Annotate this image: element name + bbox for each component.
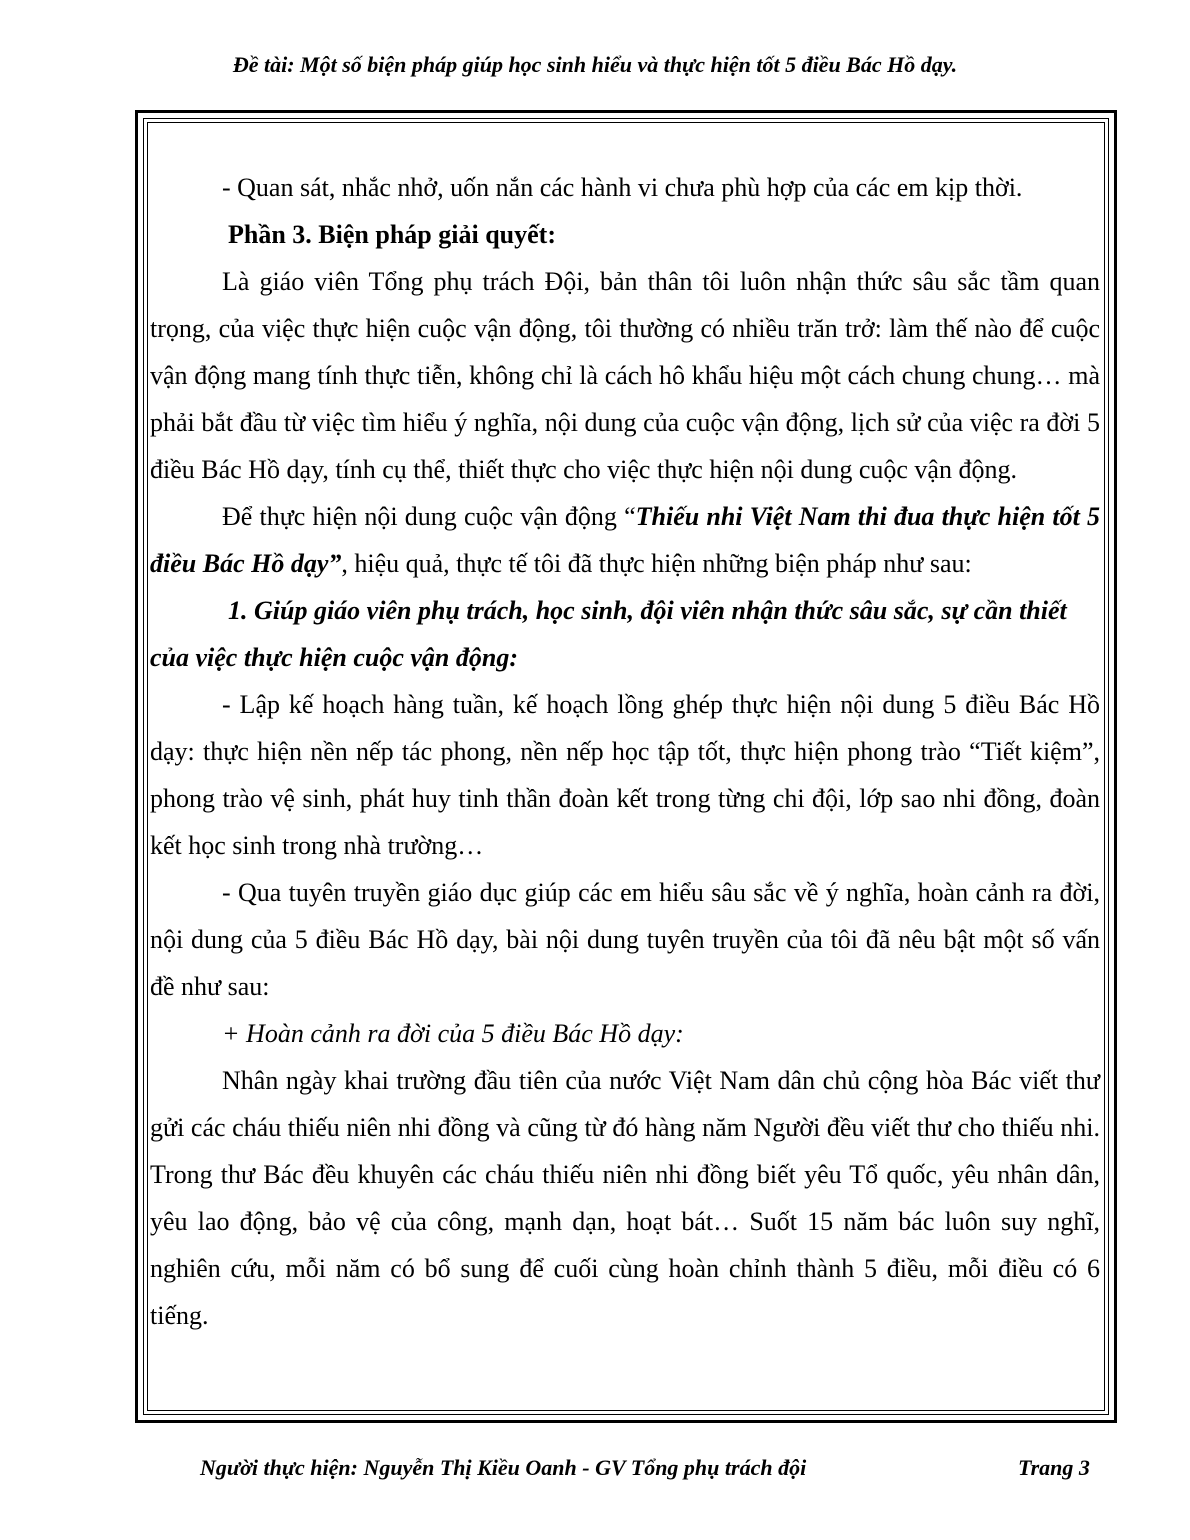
section-heading-1: 1. Giúp giáo viên phụ trách, học sinh, đội viên nhận thức sâu sắc, sự cần thiết của việc thực hiện cuộc vận động:: [150, 596, 1067, 672]
paragraph-intro: Là giáo viên Tổng phụ trách Đội, bản thân tôi luôn nhận thức sâu sắc tầm quan trọng, của việc thực hiện cuộc vận động, tôi thường có nhiều trăn trở: làm thế nào để cuộc vận động mang tính thực tiễn, không chỉ là cách hô khẩu hiệu một cách chung chung… mà phải bắt đầu từ việc tìm hiểu ý nghĩa, nội dung của cuộc vận động, lịch sử của việc ra đời 5 điều Bác Hồ dạy, tính cụ thể, thiết thực cho việc thực hiện nội dung cuộc vận động.: [150, 267, 1100, 484]
campaign-text-end: , hiệu quả, thực tế tôi đã thực hiện những biện pháp như sau:: [341, 549, 972, 578]
paragraph-observe: - Quan sát, nhắc nhở, uốn nắn các hành vi chưa phù hợp của các em kịp thời.: [222, 173, 1023, 202]
campaign-title: Thiếu nhi Việt Nam thi đua thực hiện tốt 5 điều Bác Hồ dạy”: [150, 502, 1100, 578]
document-header: Đề tài: Một số biện pháp giúp học sinh hiểu và thực hiện tốt 5 điều Bác Hồ dạy.: [232, 52, 958, 77]
footer-page-number: Trang 3: [1018, 1455, 1090, 1480]
subheading-circumstances: + Hoàn cảnh ra đời của 5 điều Bác Hồ dạy:: [222, 1019, 684, 1048]
paragraph-campaign: [150, 493, 1100, 587]
paragraph-history: Nhân ngày khai trường đầu tiên của nước Việt Nam dân chủ cộng hòa Bác viết thư gửi các cháu thiếu niên nhi đồng và cũng từ đó hàng năm Người đều viết thư cho thiếu nhi. Trong thư Bác đều khuyên các cháu thiếu niên nhi đồng biết yêu Tổ quốc, yêu nhân dân, yêu lao động, bảo vệ của công, mạnh dạn, hoạt bát… Suốt 15 năm bác luôn suy nghĩ, nghiên cứu, mỗi năm có bổ sung để cuối cùng hoàn chỉnh thành 5 điều, mỗi điều có 6 tiếng.: [150, 1066, 1100, 1330]
campaign-text-start: Để thực hiện nội dung cuộc vận động “: [222, 502, 636, 531]
paragraph-propaganda: - Qua tuyên truyền giáo dục giúp các em hiểu sâu sắc về ý nghĩa, hoàn cảnh ra đời, nội dung của 5 điều Bác Hồ dạy, bài nội dung tuyên truyền của tôi đã nêu bật một số vấn đề như sau:: [150, 878, 1100, 1001]
document-body: [150, 164, 1100, 1339]
section-heading-part3: Phần 3. Biện pháp giải quyết:: [228, 220, 556, 249]
paragraph-plan: - Lập kế hoạch hàng tuần, kế hoạch lồng ghép thực hiện nội dung 5 điều Bác Hồ dạy: thực hiện nền nếp tác phong, nền nếp học tập tốt, thực hiện phong trào “Tiết kiệm”, phong trào vệ sinh, phát huy tinh thần đoàn kết trong từng chi đội, lớp sao nhi đồng, đoàn kết học sinh trong nhà trường…: [150, 690, 1100, 860]
footer-author: Người thực hiện: Nguyễn Thị Kiều Oanh - GV Tổng phụ trách đội: [200, 1455, 807, 1480]
